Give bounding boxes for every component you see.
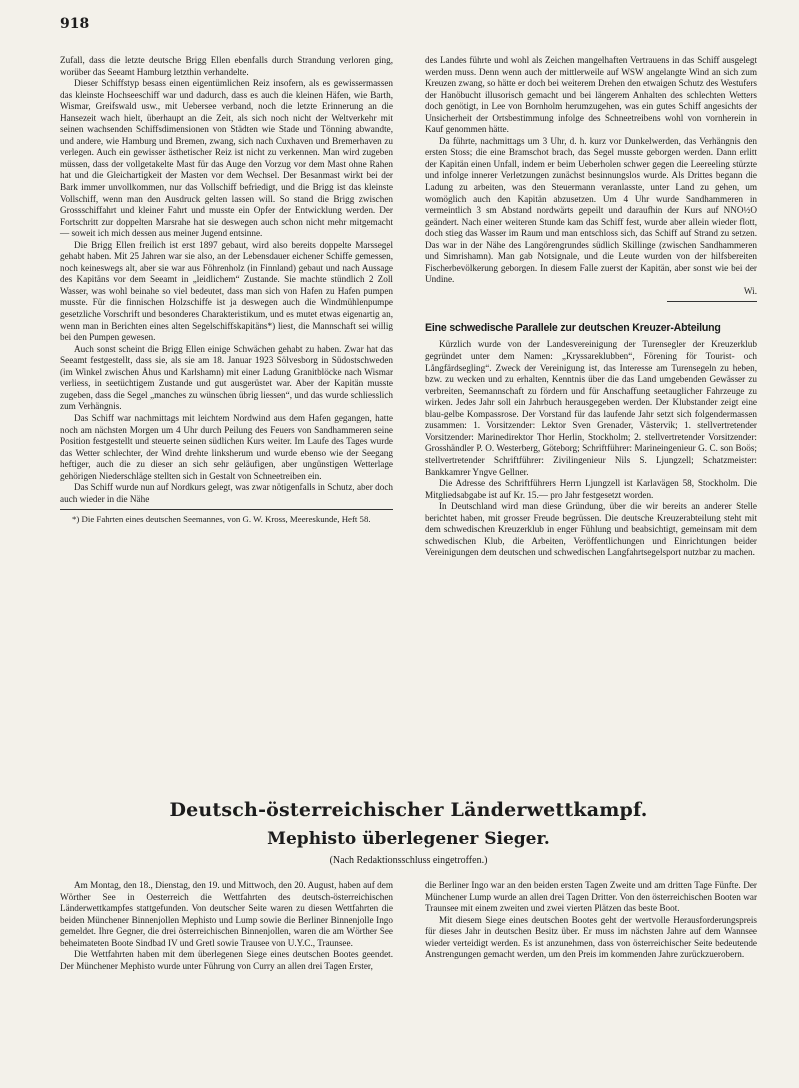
paragraph: Am Montag, den 18., Dienstag, den 19. und Mittwoch, den 20. August, haben auf dem Wörther See in Oesterreich die Wettfahrten des deutsch-österreichischen Länderwettkampfes stattgefunden. Von deutscher Seite waren zu diesen Wettfahrten die beiden Münchener Binnenjollen Mephisto und Lump sowie die Berliner Binnenjolle Ingo gemeldet. Ihre Gegner, die drei österreichischen Binnenjollen, waren die am Wörther See beheimateten Boote Sindbad IV und Gretl sowie Trausee von U.Y.C., Traunsee. bbox=[60, 880, 393, 948]
paragraph: Die Adresse des Schriftführers Herrn Ljungzell ist Karlavägen 58, Stockholm. Die Mitgliedsabgabe ist auf Kr. 15.— pro Jahr festgesetzt worden. bbox=[425, 478, 757, 500]
paragraph: Kürzlich wurde von der Landesvereinigung der Turensegler der Kreuzerklub gegründet unter dem Namen: „Kryssareklubben“, Förening för Tourist- och Långfärdsegling“. Zweck der Vereinigung ist, das Interesse am Turensegeln zu heben, bzw. zu wecken und zu erhalten, Kenntnis über die das Land umgebenden Gewässer zu verbreiten, Seemannschaft zu fördern und für Anschaffung seetauglicher Fahrzeuge zu wirken. Jedes Jahr soll ein Jahrbuch herausgegeben werden. Der Klubstander zeigt eine blau-gelbe Kompassrose. Der Vorstand für das laufende Jahr setzt sich folgendermassen zusammen: 1. Vorsitzender: Lektor Sven Grenader, Västervik; 1. stellvertretender Vorsitzender: Marinedirektor Thor Herlin, Stockholm; 2. stellvertretender Vorsitzender: Grosshändler P. O. Westerberg, Göteborg; Schriftführer: Marineingenieur G. C. son Boös; stellvertretender Schriftführer: Zivilingenieur Nils S. Ljungzell; Schatzmeister: Bankkamrer Yngve Gellner. bbox=[425, 339, 757, 477]
footnote-divider bbox=[60, 509, 393, 510]
paragraph: Die Brigg Ellen freilich ist erst 1897 gebaut, wird also bereits doppelte Marssegel gehabt haben. Mit 25 Jahren war sie also, an der Lebensdauer eichener Schiffe gemessen, noch keineswegs alt, aber sie war aus Föhrenholz (in Finnland) gebaut und nach Aussage des Kapitäns vor dem Seeamt in „leidlichem“ Zustande. Sie machte stündlich 2 Zoll Wasser, was wohl beinahe so viel bedeutet, dass man sich von Hafen zu Hafen pumpen musste. Für die finnischen Holzschiffe ist ja deswegen auch die Windmühlenpumpe gesetzliche Vorschrift und besonderes Charakteristikum, und es mutet etwas eigenartig an, wenn man in Berichten eines alten Segelschiffskapitäns*) liest, die Mannschaft sei willig bei den Pumpen gewesen. bbox=[60, 239, 393, 343]
paragraph: Dieser Schiffstyp besass einen eigentümlichen Reiz insofern, als es gewissermassen das kleinste Hochseeschiff war und dadurch, dass es auch die kleinen Häfen, wie Barth, Wismar, Greifswald usw., mit Uebersee verband, noch die letzte Erinnerung an die Hansezeit wach hielt, überhaupt an die Zeit, als sich noch nicht der Weltverkehr mit seinen wachsenden Schiffsdimensionen von Städten wie Stade und Tönning abwandte, und andere, wie Hamburg und Bremen, zwang, sich nach Cuxhaven und Bremerhaven zu verlegen. Auch ein gewisser ästhetischer Reiz ist nicht zu verkennen. Man wird zugeben müssen, dass der vollgetakelte Mast für das Auge den Vorzug vor dem Mast ohne Rahen hat und die Gleichartigkeit der Masten vor dem Wechsel. Der Besanmast wirkt bei der Bark immer unvollkommen, nur das Vollschiff befriedigt, und die Brigg ist das kleinste Vollschiff, wenn man den Ausdruck gelten lassen will. So stand die Brigg zwischen Grossschiffahrt und kleiner Fahrt und musste ein Opfer der Entwicklung werden. Der Fortschritt zur doppelten Marsrahe hat sie deswegen auch schon nicht mehr mitgemacht — soweit ich mich dessen aus meiner Jugend entsinne. bbox=[60, 78, 393, 239]
footnote-text: *) Die Fahrten eines deutschen Seemannes, von G. W. Kross, Meereskunde, Heft 58. bbox=[72, 514, 371, 525]
article-left-column bbox=[60, 880, 393, 972]
section-divider bbox=[667, 301, 757, 302]
editorial-note: (Nach Redaktionsschluss eingetroffen.) bbox=[329, 855, 488, 866]
paragraph: Auch sonst scheint die Brigg Ellen einige Schwächen gehabt zu haben. Zwar hat das Seeamt festgestellt, dass sie, als sie am 18. Januar 1923 Sölvesborg in Südostschweden (im Winkel zwischen Åhus und Karlshamn) mit einer Ladung Granitblöcke nach Wismar verliess, in seetüchtigem Zustande und gut ausgerüstet war. Aber der Kapitän musste zugeben, dass die Segel „manches zu wünschen übrig liessen“, und das wurde schliesslich zum Verhängnis. bbox=[60, 343, 393, 412]
paragraph: Da führte, nachmittags um 3 Uhr, d. h. kurz vor Dunkelwerden, das Verhängnis den ersten Stoss; die eine Bramschot brach, das Segel musste geborgen werden. Dann erlitt der Kapitän einen Unfall, indem er beim Ueberholen schwer gegen die Leereeling stürzte und infolge innerer Verletzungen zunächst besinnungslos wurde. Als Drittes begann die Ladung zu arbeiten, was den Steuermann veranlasste, unter Land zu gehen, um womöglich auch den Kapitän abzusetzen. Um 4 Uhr wurde Sandhammeren in vermeintlich 3 sm Abstand nordwärts gepeilt und daraufhin der Kurs auf NNO½O geändert. Nach einer weiteren Stunde kam das Schiff fest, wurde aber allein wieder flott, doch stieg das Wasser im Raum und man entschloss sich, das Schiff auf Strand zu setzen. Das war in der Nähe des Langörengrundes südlich Skillinge (zwischen Sandhammeren und Simrishamn). Man gab Notsignale, und die Leute wurden von der hilfsbereiten Fischerbevölkerung geborgen. In diesem Falle zuerst der Kapitän, aber sonst wie bei der Undine. bbox=[425, 135, 757, 285]
article-right-column bbox=[425, 880, 757, 961]
paragraph: des Landes führte und wohl als Zeichen mangelhaften Vertrauens in das Schiff ausgelegt werden muss. Denn wenn auch der mittlerweile auf WSW angelangte Wind an sich zum Kreuzen zwang, so hätte er doch bei weiterem Drehen den etwaigen Schutz des Westufers der Hanöbucht illusorisch gemacht und bei längerem Anhalten des schlechten Wetters doch genötigt, in Lee von Bornholm herumzugehen, was ein gutes Schiff angesichts der Unsicherheit der Ortsbestimmung infolge des Schneetreibens wohl von vornherein in Kauf genommen hätte. bbox=[425, 55, 757, 135]
article-subheadline: Mephisto überlegener Sieger. bbox=[267, 829, 550, 849]
article-headline-block bbox=[60, 798, 757, 867]
paragraph: Das Schiff war nachmittags mit leichtem Nordwind aus dem Hafen gegangen, hatte noch am nächsten Morgen um 4 Uhr durch Peilung des Feuers von Sandhammeren seine Position festgestellt und steuerte seinen südlichen Kurs weiter. Im Laufe des Tages wurde das Wetter schlechter, der Wind drehte linksherum und wurde ebenso wie der Seegang heftiger, auch die zu dieser an sich sehr geläufigen, aber ungünstigen Wetterlage gehörigen Niederschläge stellten sich in Gestalt von Schneetreiben ein. bbox=[60, 412, 393, 481]
section-heading: Eine schwedische Parallele zur deutschen Kreuzer-Abteilung bbox=[425, 322, 721, 335]
paragraph: Mit diesem Siege eines deutschen Bootes geht der wertvolle Herausforderungspreis für dieses Jahr in deutschen Besitz über. Er muss im nächsten Jahre auf dem Wannsee wieder verteidigt werden. Es ist anzunehmen, dass von österreichischer Seite bedeutende Anstrengungen gemacht werden, um den Preis im kommenden Jahre zurückzuerobern. bbox=[425, 914, 757, 960]
right-column bbox=[425, 55, 757, 559]
paragraph: Zufall, dass die letzte deutsche Brigg Ellen ebenfalls durch Strandung verloren ging, worüber das Seeamt Hamburg letzthin verhandelte. bbox=[60, 55, 393, 77]
paragraph: Die Wettfahrten haben mit dem überlegenen Siege eines deutschen Bootes geendet. Der Münchener Mephisto wurde unter Führung von Curry an allen drei Tagen Erster, bbox=[60, 949, 393, 971]
article-headline: Deutsch-österreichischer Länderwettkampf. bbox=[169, 799, 648, 821]
paragraph: die Berliner Ingo war an den beiden ersten Tagen Zweite und am dritten Tage Fünfte. Der Münchener Lump wurde an allen drei Tagen Dritter. Von den österreichischen Booten war Traunsee mit einem zweiten und zwei vierten Plätzen das beste Boot. bbox=[425, 880, 757, 914]
page-number: 918 bbox=[60, 16, 90, 32]
paragraph: Das Schiff wurde nun auf Nordkurs gelegt, was zwar nötigenfalls in Schutz, aber doch auch wieder in die Nähe bbox=[60, 482, 393, 504]
paragraph: In Deutschland wird man diese Gründung, über die wir bereits an anderer Stelle berichtet haben, mit grosser Freude begrüssen. Die deutsche Kreuzerabteilung steht mit dem schwedischen Kreuzerklub in enger Fühlung und beabsichtigt, gemeinsam mit dem schwedischen Klub, die Arbeiten, Veröffentlichungen und Einrichtungen beider Vereinigungen dem deutschen und schwedischen Langfahrtsegelsport nutzbar zu machen. bbox=[425, 501, 757, 558]
author-signature: Wi. bbox=[743, 285, 757, 296]
left-column bbox=[60, 55, 393, 525]
footnote bbox=[60, 514, 393, 525]
